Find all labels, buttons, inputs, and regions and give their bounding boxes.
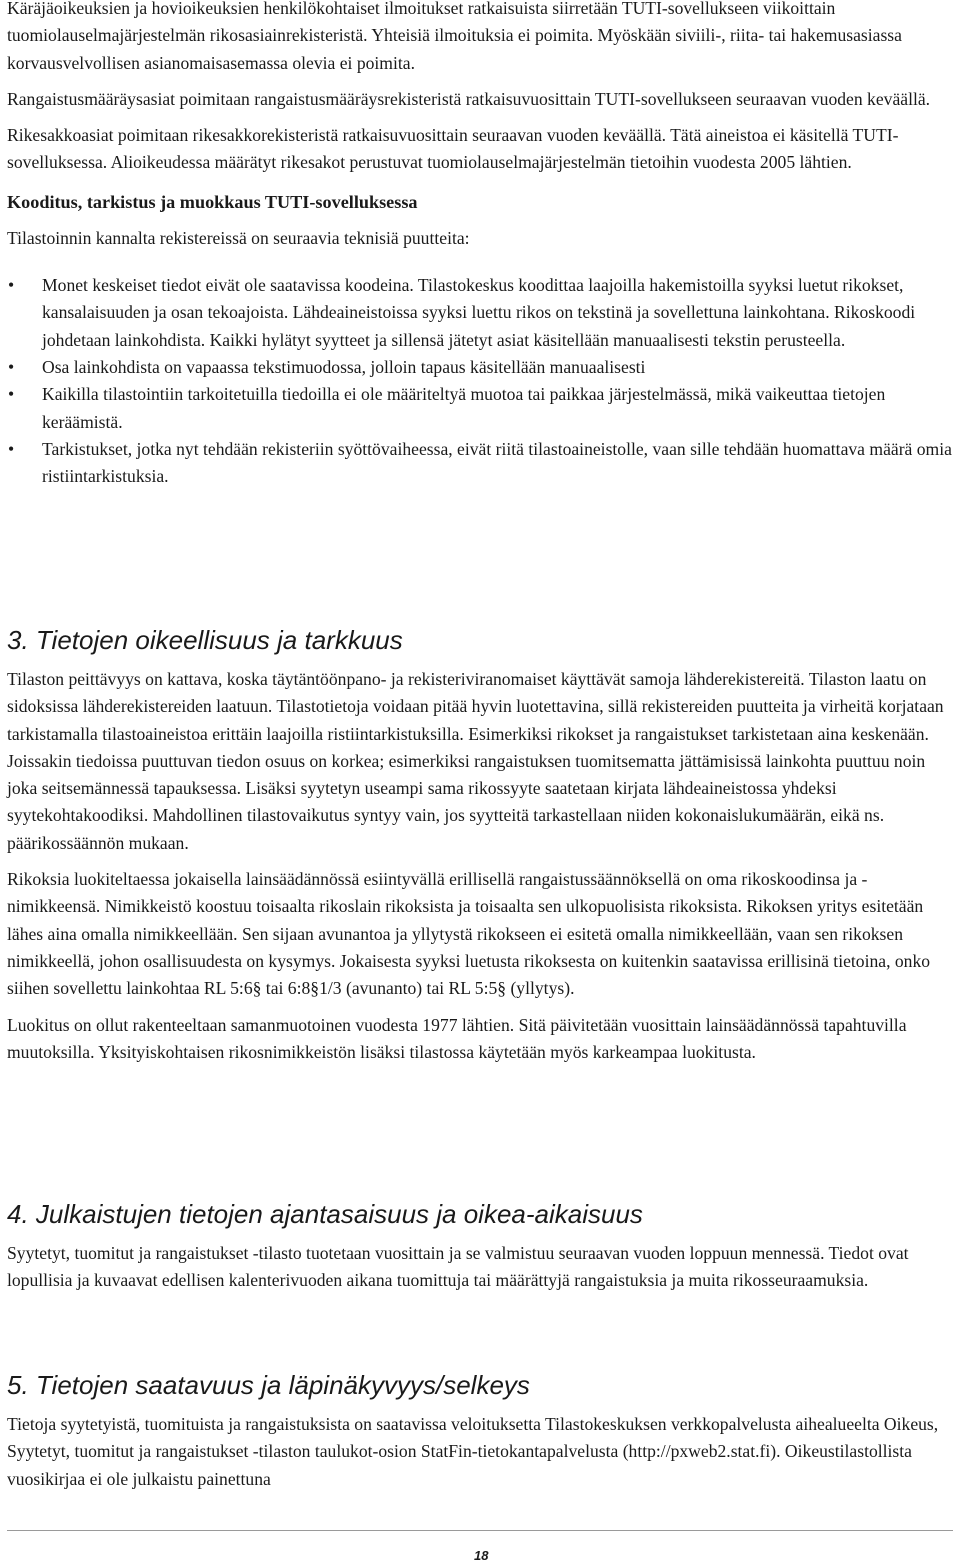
section-3 <box>7 624 955 1066</box>
list-item <box>7 272 955 354</box>
section-3-title: 3. Tietojen oikeellisuus ja tarkkuus <box>7 625 403 655</box>
bullet-icon: • <box>8 384 15 405</box>
list-item-text: Tarkistukset, jotka nyt tehdään rekisteriin syöttövaiheessa, eivät riitä tilastoaineistolle, vaan sille tehdään huomattava määrä omia ristiintarkistuksia. <box>42 438 952 487</box>
bullet-icon: • <box>8 275 15 296</box>
coding-intro: Tilastoinnin kannalta rekistereissä on seuraavia teknisiä puutteita: <box>7 227 470 248</box>
coding-heading: Kooditus, tarkistus ja muokkaus TUTI-sovelluksessa <box>7 191 418 212</box>
intro-paragraph-3: Rikesakkoasiat poimitaan rikesakkorekisteristä ratkaisuvuosittain seuraavan vuoden keväällä. Tätä aineistoa ei käsitellä TUTI-sovelluksessa. Alioikeudessa määrätyt rikesakot perustuvat tuomiolauselmajärjestelmän tietoihin vuodesta 2005 lähtien. <box>7 125 899 173</box>
intro-paragraph-1: Käräjäoikeuksien ja hovioikeuksien henkilökohtaiset ilmoitukset ratkaisuista siirretään TUTI-sovellukseen viikoittain tuomiolauselmajärjestelmän rikosasiainrekisteristä. Yhteisiä ilmoituksia ei poimita. Myöskään siviili-, riita- tai hakemusasiassa korvausvelvollisen asianomaisasemassa olevia ei poimita. <box>7 0 902 73</box>
intro-paragraph-2: Rangaistusmääräysasiat poimitaan rangaistusmääräysrekisteristä ratkaisuvuosittain TUTI-sovellukseen seuraavan vuoden keväällä. <box>7 88 931 109</box>
section-3-paragraph-1: Tilaston peittävyys on kattava, koska täytäntöönpano- ja rekisteriviranomaiset käyttävät samoja lähderekistereitä. Tilaston laatu on sidoksissa lähderekistereiden laatuun. Tilastotietoja voidaan pitää hyvin luotettavina, sillä rekistereiden puutteita ja virheitä korjataan tarkistamalla tilastoaineistoa erittäin laajoilla ristiintarkistuksilla. Esimerkiksi rikokset ja rangaistukset tarkistetaan aina keskenään. Joissakin tiedoissa puuttuvan tiedon osuus on korkea; esimerkiksi rangaistuksen tuomitsematta jättämisissä lainkohta puuttuu noin joka seitsemännessä tapauksessa. Lisäksi syytetyn useampi sama rikossyyte saatetaan kirjata lähdeaineistossa yhdeksi syytekohtakoodiksi. Mahdollinen tilastovaikutus syntyy vain, jos syytteitä tarkastellaan niiden kokonaislukumäärän, eikä ns. päärikossäännön mukaan. <box>7 669 944 853</box>
section-5-paragraph-1: Tietoja syytetyistä, tuomituista ja rangaistuksista on saatavissa veloituksetta Tilastokeskuksen verkkopalvelusta aihealueelta Oikeus, Syytetyt, tuomitut ja rangaistukset -tilaston taulukot-osion StatFin-tietokantapalvelusta (http://pxweb2.stat.fi). Oikeustilastollista vuosikirjaa ei ole julkaistu painettuna <box>7 1414 939 1489</box>
list-item-text: Monet keskeiset tiedot eivät ole saatavissa koodeina. Tilastokeskus koodittaa laajoilla hakemistoilla syyksi luetut rikokset, kansalaisuuden ja osan tekoajoista. Lähdeaineistoissa syyksi luettu rikos on tekstinä ja sovellettuna lainkohtana. Rikoskoodi johdetaan lainkohdista. Kaikki hylätyt syytteet ja sillensä jätetyt asiat käsitellään manuaalisesti tekstin perusteella. <box>42 275 916 350</box>
section-5-title: 5. Tietojen saatavuus ja läpinäkyvyys/selkeys <box>7 1370 530 1400</box>
footer-divider <box>7 1530 953 1531</box>
list-item-text: Kaikilla tilastointiin tarkoitetuilla tiedoilla ei ole määriteltyä muotoa tai paikkaa järjestelmässä, mikä vaikeuttaa tietojen keräämistä. <box>42 384 886 432</box>
section-4-paragraph-1: Syytetyt, tuomitut ja rangaistukset -tilasto tuotetaan vuosittain ja se valmistuu seuraavan vuoden loppuun mennessä. Tiedot ovat lopullisia ja kuvaavat edellisen kalenterivuoden aikana tuomittuja tai määrättyjä rangaistuksia ja muita rikosseuraamuksia. <box>7 1243 909 1291</box>
list-item-text: Osa lainkohdista on vapaassa tekstimuodossa, jolloin tapaus käsitellään manuaalisesti <box>42 356 646 377</box>
section-5 <box>7 1369 955 1493</box>
list-item <box>7 436 955 491</box>
section-3-paragraph-2: Rikoksia luokiteltaessa jokaisella lainsäädännössä esiintyvällä erillisellä rangaistussäännöksellä on oma rikoskoodinsa ja -nimikkeensä. Nimikkeistö koostuu toisaalta rikoslain rikoksista ja toisaalta sen ulkopuolisista rikoksista. Rikoksen yritys esitetään lähes aina omalla nimikkeellään. Sen sijaan avunantoa ja yllytystä rikokseen ei esitetä omalla nimikkeellään, vaan sen rikoksen nimikkeellä, johon osallisuudesta on kysymys. Jokaisesta syyksi luetusta rikoksesta on kuitenkin saatavissa erillisinä tietoina, onko siihen sovellettu lainkohtaa RL 5:6§ tai 6:8§1/3 (avunanto) tai RL 5:5§ (yllytys). <box>7 869 931 999</box>
page-number: 18 <box>474 1548 489 1563</box>
section-4-title: 4. Julkaistujen tietojen ajantasaisuus ja oikea-aikaisuus <box>7 1199 643 1229</box>
list-item <box>7 381 955 436</box>
list-item <box>7 354 955 381</box>
section-4 <box>7 1198 955 1295</box>
bullet-icon: • <box>8 356 15 377</box>
section-3-paragraph-3: Luokitus on ollut rakenteeltaan samanmuotoinen vuodesta 1977 lähtien. Sitä päivitetään vuosittain lainsäädännössä tapahtuvilla muutoksilla. Yksityiskohtaisen rikosnimikkeistön lisäksi tilastossa käytetään myös karkeampaa luokitusta. <box>7 1014 907 1062</box>
bullet-icon: • <box>8 438 15 459</box>
coding-bullet-list <box>7 272 955 490</box>
intro-block <box>7 0 955 490</box>
